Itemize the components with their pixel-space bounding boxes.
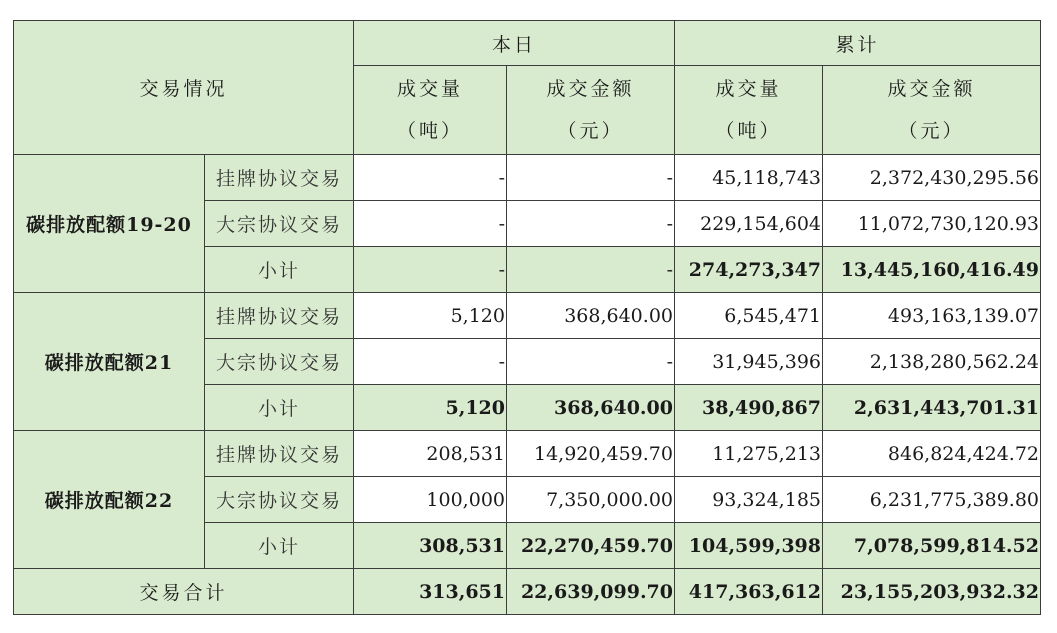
subtotal-today-volume: 308,531 bbox=[354, 523, 507, 569]
amount-label: 成交金额 bbox=[546, 78, 635, 100]
subtotal-today-amount: - bbox=[507, 247, 675, 293]
amount-label: 成交金额 bbox=[887, 78, 976, 100]
today-volume-cell: - bbox=[354, 155, 507, 201]
row-type: 大宗协议交易 bbox=[205, 201, 354, 247]
trading-summary-table bbox=[13, 20, 1041, 615]
today-volume-cell: 100,000 bbox=[354, 477, 507, 523]
subtotal-today-volume: - bbox=[354, 247, 507, 293]
today-volume-cell: 5,120 bbox=[354, 293, 507, 339]
volume-label: 成交量 bbox=[715, 78, 782, 100]
volume-label: 成交量 bbox=[396, 78, 463, 100]
subtotal-label: 小计 bbox=[205, 385, 354, 431]
volume-unit: （吨） bbox=[715, 120, 782, 142]
cum-volume-cell: 45,118,743 bbox=[675, 155, 823, 201]
row-type: 大宗协议交易 bbox=[205, 339, 354, 385]
subtotal-cum-amount: 13,445,160,416.49 bbox=[823, 247, 1041, 293]
total-today-volume: 313,651 bbox=[354, 569, 507, 615]
total-today-amount: 22,639,099.70 bbox=[507, 569, 675, 615]
today-amount-cell: - bbox=[507, 339, 675, 385]
today-amount-cell: 14,920,459.70 bbox=[507, 431, 675, 477]
total-cum-amount: 23,155,203,932.32 bbox=[823, 569, 1041, 615]
header-cum-volume bbox=[675, 66, 823, 155]
today-volume-cell: - bbox=[354, 339, 507, 385]
subtotal-cum-volume: 274,273,347 bbox=[675, 247, 823, 293]
header-today-volume bbox=[354, 66, 507, 155]
header-today: 本日 bbox=[354, 21, 675, 66]
subtotal-cum-amount: 7,078,599,814.52 bbox=[823, 523, 1041, 569]
volume-unit: （吨） bbox=[396, 120, 463, 142]
amount-unit: （元） bbox=[898, 120, 965, 142]
today-volume-cell: - bbox=[354, 201, 507, 247]
header-situation: 交易情况 bbox=[14, 21, 354, 155]
cum-amount-cell: 6,231,775,389.80 bbox=[823, 477, 1041, 523]
row-type: 大宗协议交易 bbox=[205, 477, 354, 523]
cum-amount-cell: 2,372,430,295.56 bbox=[823, 155, 1041, 201]
subtotal-today-amount: 368,640.00 bbox=[507, 385, 675, 431]
subtotal-label: 小计 bbox=[205, 523, 354, 569]
total-cum-volume: 417,363,612 bbox=[675, 569, 823, 615]
row-type: 挂牌协议交易 bbox=[205, 155, 354, 201]
subtotal-today-amount: 22,270,459.70 bbox=[507, 523, 675, 569]
cum-volume-cell: 229,154,604 bbox=[675, 201, 823, 247]
amount-unit: （元） bbox=[557, 120, 624, 142]
subtotal-cum-volume: 104,599,398 bbox=[675, 523, 823, 569]
total-label: 交易合计 bbox=[14, 569, 354, 615]
cum-amount-cell: 11,072,730,120.93 bbox=[823, 201, 1041, 247]
subtotal-cum-amount: 2,631,443,701.31 bbox=[823, 385, 1041, 431]
today-amount-cell: - bbox=[507, 201, 675, 247]
cum-amount-cell: 846,824,424.72 bbox=[823, 431, 1041, 477]
header-cumulative: 累计 bbox=[675, 21, 1041, 66]
today-amount-cell: - bbox=[507, 155, 675, 201]
group-name-22: 碳排放配额22 bbox=[14, 431, 205, 569]
cum-volume-cell: 11,275,213 bbox=[675, 431, 823, 477]
subtotal-today-volume: 5,120 bbox=[354, 385, 507, 431]
cum-volume-cell: 6,545,471 bbox=[675, 293, 823, 339]
subtotal-label: 小计 bbox=[205, 247, 354, 293]
cum-volume-cell: 31,945,396 bbox=[675, 339, 823, 385]
today-amount-cell: 368,640.00 bbox=[507, 293, 675, 339]
header-cum-amount bbox=[823, 66, 1041, 155]
group-name-21: 碳排放配额21 bbox=[14, 293, 205, 431]
cum-volume-cell: 93,324,185 bbox=[675, 477, 823, 523]
cum-amount-cell: 2,138,280,562.24 bbox=[823, 339, 1041, 385]
today-volume-cell: 208,531 bbox=[354, 431, 507, 477]
group-name-19-20: 碳排放配额19-20 bbox=[14, 155, 205, 293]
row-type: 挂牌协议交易 bbox=[205, 431, 354, 477]
row-type: 挂牌协议交易 bbox=[205, 293, 354, 339]
cum-amount-cell: 493,163,139.07 bbox=[823, 293, 1041, 339]
subtotal-cum-volume: 38,490,867 bbox=[675, 385, 823, 431]
today-amount-cell: 7,350,000.00 bbox=[507, 477, 675, 523]
header-today-amount bbox=[507, 66, 675, 155]
